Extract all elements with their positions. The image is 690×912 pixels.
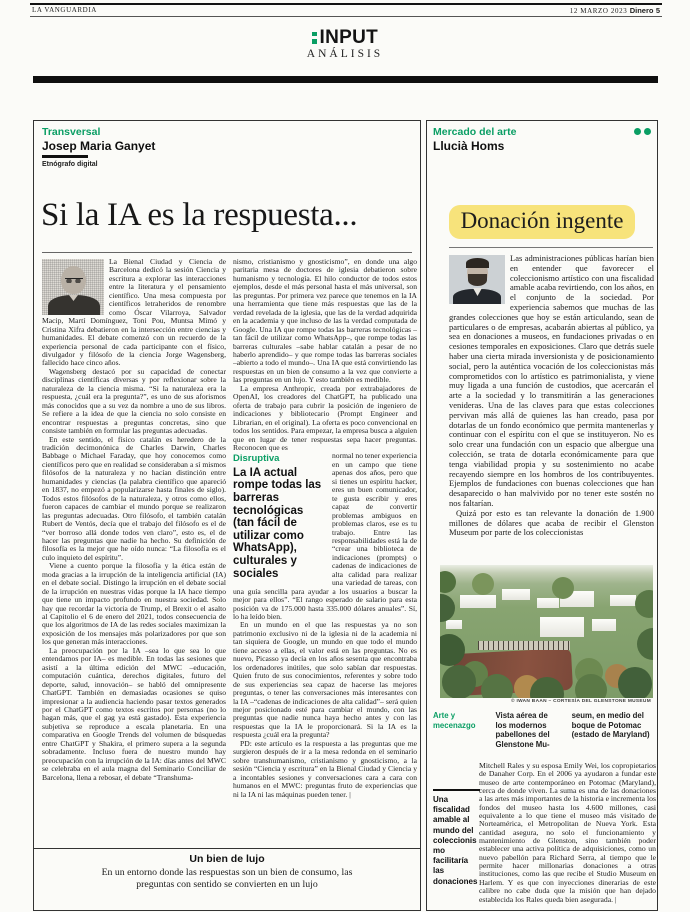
paragraph: Quizá por esto es tan relevante la donación de 1.900 millones de dólares que acaba de recibir el Glenston Museum por parte de los coleccionistas bbox=[449, 507, 654, 538]
left-author: Josep Maria Ganyet bbox=[42, 139, 156, 153]
author-portrait-photo bbox=[42, 259, 104, 315]
dateline bbox=[570, 6, 660, 15]
masthead-subtitle: ANÁLISIS bbox=[306, 47, 384, 60]
publication-name: LA VANGUARDIA bbox=[32, 6, 97, 14]
section-masthead bbox=[0, 23, 690, 60]
pull-quote bbox=[233, 455, 325, 580]
footer-text: En un entorno donde las respuestas son un bien de consumo, las preguntas con sentido se convierten en un lujo bbox=[101, 867, 353, 890]
section-bar bbox=[33, 76, 658, 83]
left-headline: Si la IA es la respuesta... bbox=[41, 197, 358, 233]
paragraph: En un mundo en el que las respuestas ya no son patrimonio exclusivo ni de la iglesia ni de la academia ni tan siquiera de Google, un mundo en que todo el mundo tiene acceso a ellas, el valor está en las preguntas. No es nuevo, Picasso ya decía en los años sesenta que encontraba los ordenadores inútiles, que solo sabían dar respuestas. Quien fruto de sus conocimientos, referentes y sobre todo de sus experiencias sea capaz de hacerse las mejores preguntas, o tener las conversaciones más interesantes con la IA –“cadenas de indicaciones de alta calidad”– será quien mejor posicionado esté para cambiar el mundo, con las preguntas que nadie nunca haya hecho antes y con las respuestas que la IA le proporcionará. Si la IA es la respuesta ¿cuál era la pregunta? bbox=[233, 620, 417, 740]
portrait-beard bbox=[468, 274, 487, 286]
paragraph: La empresa Anthropic, creada por extrabajadores de OpenAI, los creadores del ChatGPT, ha publicado una oferta de trabajo para cubrir la posición de ingeniero de indicaciones y bibliotecario (Prompt Engineer and Librarian, en el original). La oferta es poco convencional en todos los sentidos. Para empezar, la empresa busca a alguien que en lugar de tener respuestas sepa hacer preguntas. Reconocen que es bbox=[233, 383, 417, 452]
headline-rule bbox=[42, 252, 412, 253]
paragraph-text: La Bienal Ciudad y Ciencia de Barcelona dedicó la sesión Ciencia y escritura a explorar las interacciones entre la literatura y el pensamiento científico. Una mesa compuesta por científicos letraheridos de renombre como Óscar Vilarroya, Salvador Macip, Martí Domínguez, Toni Pou, Muntsa Mimó y Cristina Xifra debatieron en la intersección entre ciencias y humanidades. El debate comenzó con un recuerdo de la experiencia personal de cada participante con el físico, divulgador y filósofo de la ciencia Jorge Wagensberg, fallecido hace cinco años. bbox=[42, 258, 226, 368]
article-left bbox=[33, 120, 421, 911]
paragraph: Mitchell Rales y su esposa Emily Wei, los copropietarios de Danaher Corp. En el 2006 ya ayudaron a fundar este museo de arte contemporáneo en Potomac (Maryland), cerca de donde viven. La suma es una de las donaciones a las artes más importantes de la historia e incrementa los fondos del museo hasta los 4.600 millones, casi equivalente a lo que tiene el museo más visitado de Norteamérica, el Metropolitan de Nueva York. Esta cantidad asegura, no solo el funcionamiento y mantenimiento de Glenston, sino también poder establecer una activa política de adquisiciones, como un nuevo pabellón para Richard Serra, al tiempo que le permite hacer millonarias donaciones a otras instituciones, como las que recibe el Studio Museum en Harlem. Y es que con inyecciones dinerarias de este calibre no cabe duda que la misión que han dejado establecida los Rales queda bien asegurada. | bbox=[479, 762, 656, 904]
paragraph: PD: este artículo es la respuesta a las preguntas que me surgieron después de ir a la mesa redonda en el seminario sobre transhumanismo, cristianismo y gnosticismo, a la sesión “Ciencia y escritura” en la Bienal Ciudad y Ciencia y a incontables sesiones y conversaciones cara a cara con humanos en el MWC: preguntas fruto de experiencias que ni la IA ni las máquinas pueden tener. | bbox=[233, 738, 417, 799]
photo-pavilions bbox=[440, 565, 653, 698]
footer-title: Un bien de lujo bbox=[189, 853, 265, 865]
left-column-2 bbox=[233, 258, 417, 847]
right-headline: Donación ingente bbox=[449, 205, 636, 239]
author-underline bbox=[42, 155, 88, 158]
right-body-bottom-wrap bbox=[427, 762, 655, 911]
collector-portrait-photo bbox=[449, 255, 505, 304]
left-kicker: Transversal bbox=[42, 126, 101, 138]
footer-box bbox=[34, 853, 420, 890]
caption-kicker: Arte y mecenazgo bbox=[433, 711, 476, 730]
right-body-top bbox=[449, 254, 654, 564]
article-right bbox=[426, 120, 658, 911]
right-pull-quote: Una fiscalidad amable al mundo del coleccionismo facilitaría las donaciones bbox=[433, 789, 480, 887]
header-divider bbox=[30, 16, 662, 17]
paragraph: Viene a cuento porque la filosofía y la ética están de moda gracias a la irrupción de la inteligencia artificial (IA) en el debate social. Distingo la irrupción en el debate social de la irrupción en nuestras vidas porque la IA hace tiempo que tiene un impacto profundo en nuestra sociedad. Solo hay que recordar la victoria de Trump, el Brexit o el asalto al Capitolio el 6 de enero del 2021, todos consecuencia de que los algoritmos de IA de las redes sociales maximizan la exposición de los mensajes más polarizadores por que son los que generan más interacciones. bbox=[42, 561, 226, 647]
photo-caption-row bbox=[433, 711, 653, 749]
section-name: Dinero bbox=[629, 6, 654, 15]
paragraph bbox=[449, 254, 654, 509]
paragraph: nismo, cristianismo y gnosticismo”, en donde una algo paritaria mesa de doctores de iglesia debatieron sobre humanismo y tecnología. El hilo conductor de todos estos ejemplos, desde el más personal hasta el más universal, son las preguntas. Por primera vez parece que tenemos en la IA una herramienta que tiene más respuestas que las de la verdad revelada de la iglesia, que las de la verdad adquirida en la academia y que incluso de las la verdad computada de Google. Una IA que rompe todas las barreras tecnológicas –tan fácil de utilizar como WhatsApp–, que rompe todas las barreras culturales –sabe hablar catalán a pesar de no haberlo aprendido– y que rompe todas las barreras sociales –abierto a todo el mundo–. Una IA que está convirtiendo las respuestas en un bien de consumo a la vez que convierte a las preguntas en un lujo. Y esto también es medible. bbox=[233, 258, 417, 385]
caption-column-1: Vista aérea de los modernos pabellones del Glenstone Mu- bbox=[495, 711, 550, 749]
pull-quote-kicker: Disruptiva bbox=[233, 453, 280, 465]
portrait-glasses bbox=[65, 278, 83, 283]
page-number: 5 bbox=[655, 6, 660, 15]
caption-column-2: seum, en medio del boque de Potomac (estado de Maryland) bbox=[571, 711, 650, 739]
portrait-hair bbox=[466, 258, 489, 268]
paragraph: normal no tener experiencia en un campo que tiene apenas dos años, pero que si tienes un espíritu hacker, eres un buen comunicador, te gusta escribir y eres capaz de convertir problemas ambiguos en problemas claros, ese es tu trabajo. Entre las responsabilidades está la de “crear una biblioteca de indicaciones (prompts) o cadenas de indicaciones de alta calidad para realizar una variedad de tareas, con una guía sencilla para ayudar a los usuarios a buscar la mejor para ellos”. “El rango esperado de salario para esta posición va de 175.000 hasta 335.000 dólares anuales”. Sí, lo ha leído bien. bbox=[233, 451, 417, 622]
masthead-title: INPUT bbox=[319, 26, 378, 48]
right-body-bottom bbox=[479, 762, 656, 911]
paragraph-text: Las administraciones públicas harían bien en entender que favorecer el coleccionismo artístico con una fiscalidad amable acaba revirtiendo, con los años, en el conjunto de la sociedad. Por experiencia sabemos que muchas de las grandes colecciones que hoy se están articulando, sean de particulares o de empresas, acabarán abiertas al público, ya sea en donaciones a museos, en fundaciones privadas o en cesiones temporales en exposiciones. Claro que detrás suele haber una cierta mirada inversionista y de posicionamiento social, pero la auténtica vocación de los coleccionistas más comprometidos con lo artístico es patrimonialista, y viene muy ligada a una función de custodios, que acercarán el arte a la sociedad y lo transmitirán a las generaciones venideras. Una de las claves para que estas colecciones pervivan más allá de quienes las han creado, pasa por dotarlas de un fondo económico que permita mantenerlas y continuar con el espíritu con el que se instituyeron. No es solo crear una fundación con un espacio que albergue una colección, se trata de dotarla económicamente para que tenga viabilidad propia y su sostenimiento no acabe recayendo siempre en los hombros de los contribuyentes. Ejemplos de fundaciones con buenas colecciones que han desaparecido o han malvivido por no tener este sostén no nos faltarían. bbox=[449, 254, 654, 508]
left-column-1 bbox=[42, 258, 226, 847]
paragraph bbox=[42, 258, 226, 368]
right-kicker: Mercado del arte bbox=[433, 126, 517, 138]
section-dots-icon bbox=[634, 128, 651, 135]
right-author: Llucià Homs bbox=[433, 139, 505, 153]
top-rule bbox=[30, 3, 662, 5]
photo-credit: © IWAN BAAN – CORTESÍA DEL GLENSTONE MUSEUM bbox=[510, 699, 651, 704]
issue-date: 12 MARZO 2023 bbox=[569, 7, 628, 15]
right-headline-wrap bbox=[427, 205, 657, 239]
paragraph: La preocupación por la IA –sea lo que sea lo que entendamos por IA– es medible. En todas las sesiones que asistí a la última edición del MWC –educación, computación cuántica, derechos digitales, futuro del deporte, salud, innovación– se habló del omnipresente ChatGPT. También en demasiadas ocasiones se quiso impresionar a la audiencia haciendo pasar textos generados por el ChatGPT como textos escritos por personas (no lo hagan más, que el gag ya está gastado). Esta experiencia subjetiva se reproduce a escala planetaria. En una comparativa en Google Trends del volumen de búsquedas entre ChatGPT y Shakira, el primero supera a la segunda sobradamente. Incluso fuera de nuestro mundo hay preocupación con la irrupción de la IA: días antes del MWC se celebraba en el aula magna del Seminario Conciliar de Barcelona, llena a rebosar, el debate “Transhuma- bbox=[42, 645, 226, 782]
paragraph: En este sentido, el físico catalán es heredero de la tradición decimonónica de Charles Darwin, Charles Babbage o Michael Faraday, que hoy conocemos como científicos pero que en realidad se consideraban a sí mismos filósofos de la naturaleza y no hacían distinción entre humanidades y ciencias (la palabra científico que apareció en 1837, no empezó a popularizarse hasta finales de siglo). Todos estos filósofos de la naturaleza, y otros como ellos, fueron capaces de cambiar el mundo porque se realizaron las preguntas adecuadas. Otro filósofo, el también catalán Rubert de Ventós, decía que el trabajo del filósofo es el de “ver borroso allá donde todos ven claro”, esto es, el de hacer las preguntas que nadie ha hecho. Su definición de filosofía es la mejor que he oído nunca: “La filosofía es el culo inquieto del espíritu”. bbox=[42, 434, 226, 562]
right-headline-rule bbox=[449, 247, 653, 248]
footer-rule bbox=[34, 848, 420, 849]
paragraph: Wagensberg destacó por su capacidad de conectar disciplinas científicas diversas y por reflexionar sobre la naturaleza de la ciencia misma. “Si la naturaleza era la respuesta, ¿cuál era la pregunta?”, es uno de sus aforismos más conocidos que a su vez da nombre a uno de sus libros. Se refiere a la idea de que la ciencia no solo consiste en encontrar respuestas a preguntas concretas, sino que consiste también en formular las preguntas adecuadas. bbox=[42, 366, 226, 436]
page-header bbox=[32, 6, 660, 15]
photo-gallery-row bbox=[478, 641, 570, 650]
input-colon-icon bbox=[312, 32, 317, 44]
pull-quote-text: La IA actual rompe todas las barreras tecnológicas (tan fácil de utilizar como WhatsApp), culturales y sociales bbox=[233, 466, 322, 580]
left-author-role: Etnógrafo digital bbox=[42, 161, 98, 168]
glenstone-aerial-photo bbox=[440, 565, 653, 698]
